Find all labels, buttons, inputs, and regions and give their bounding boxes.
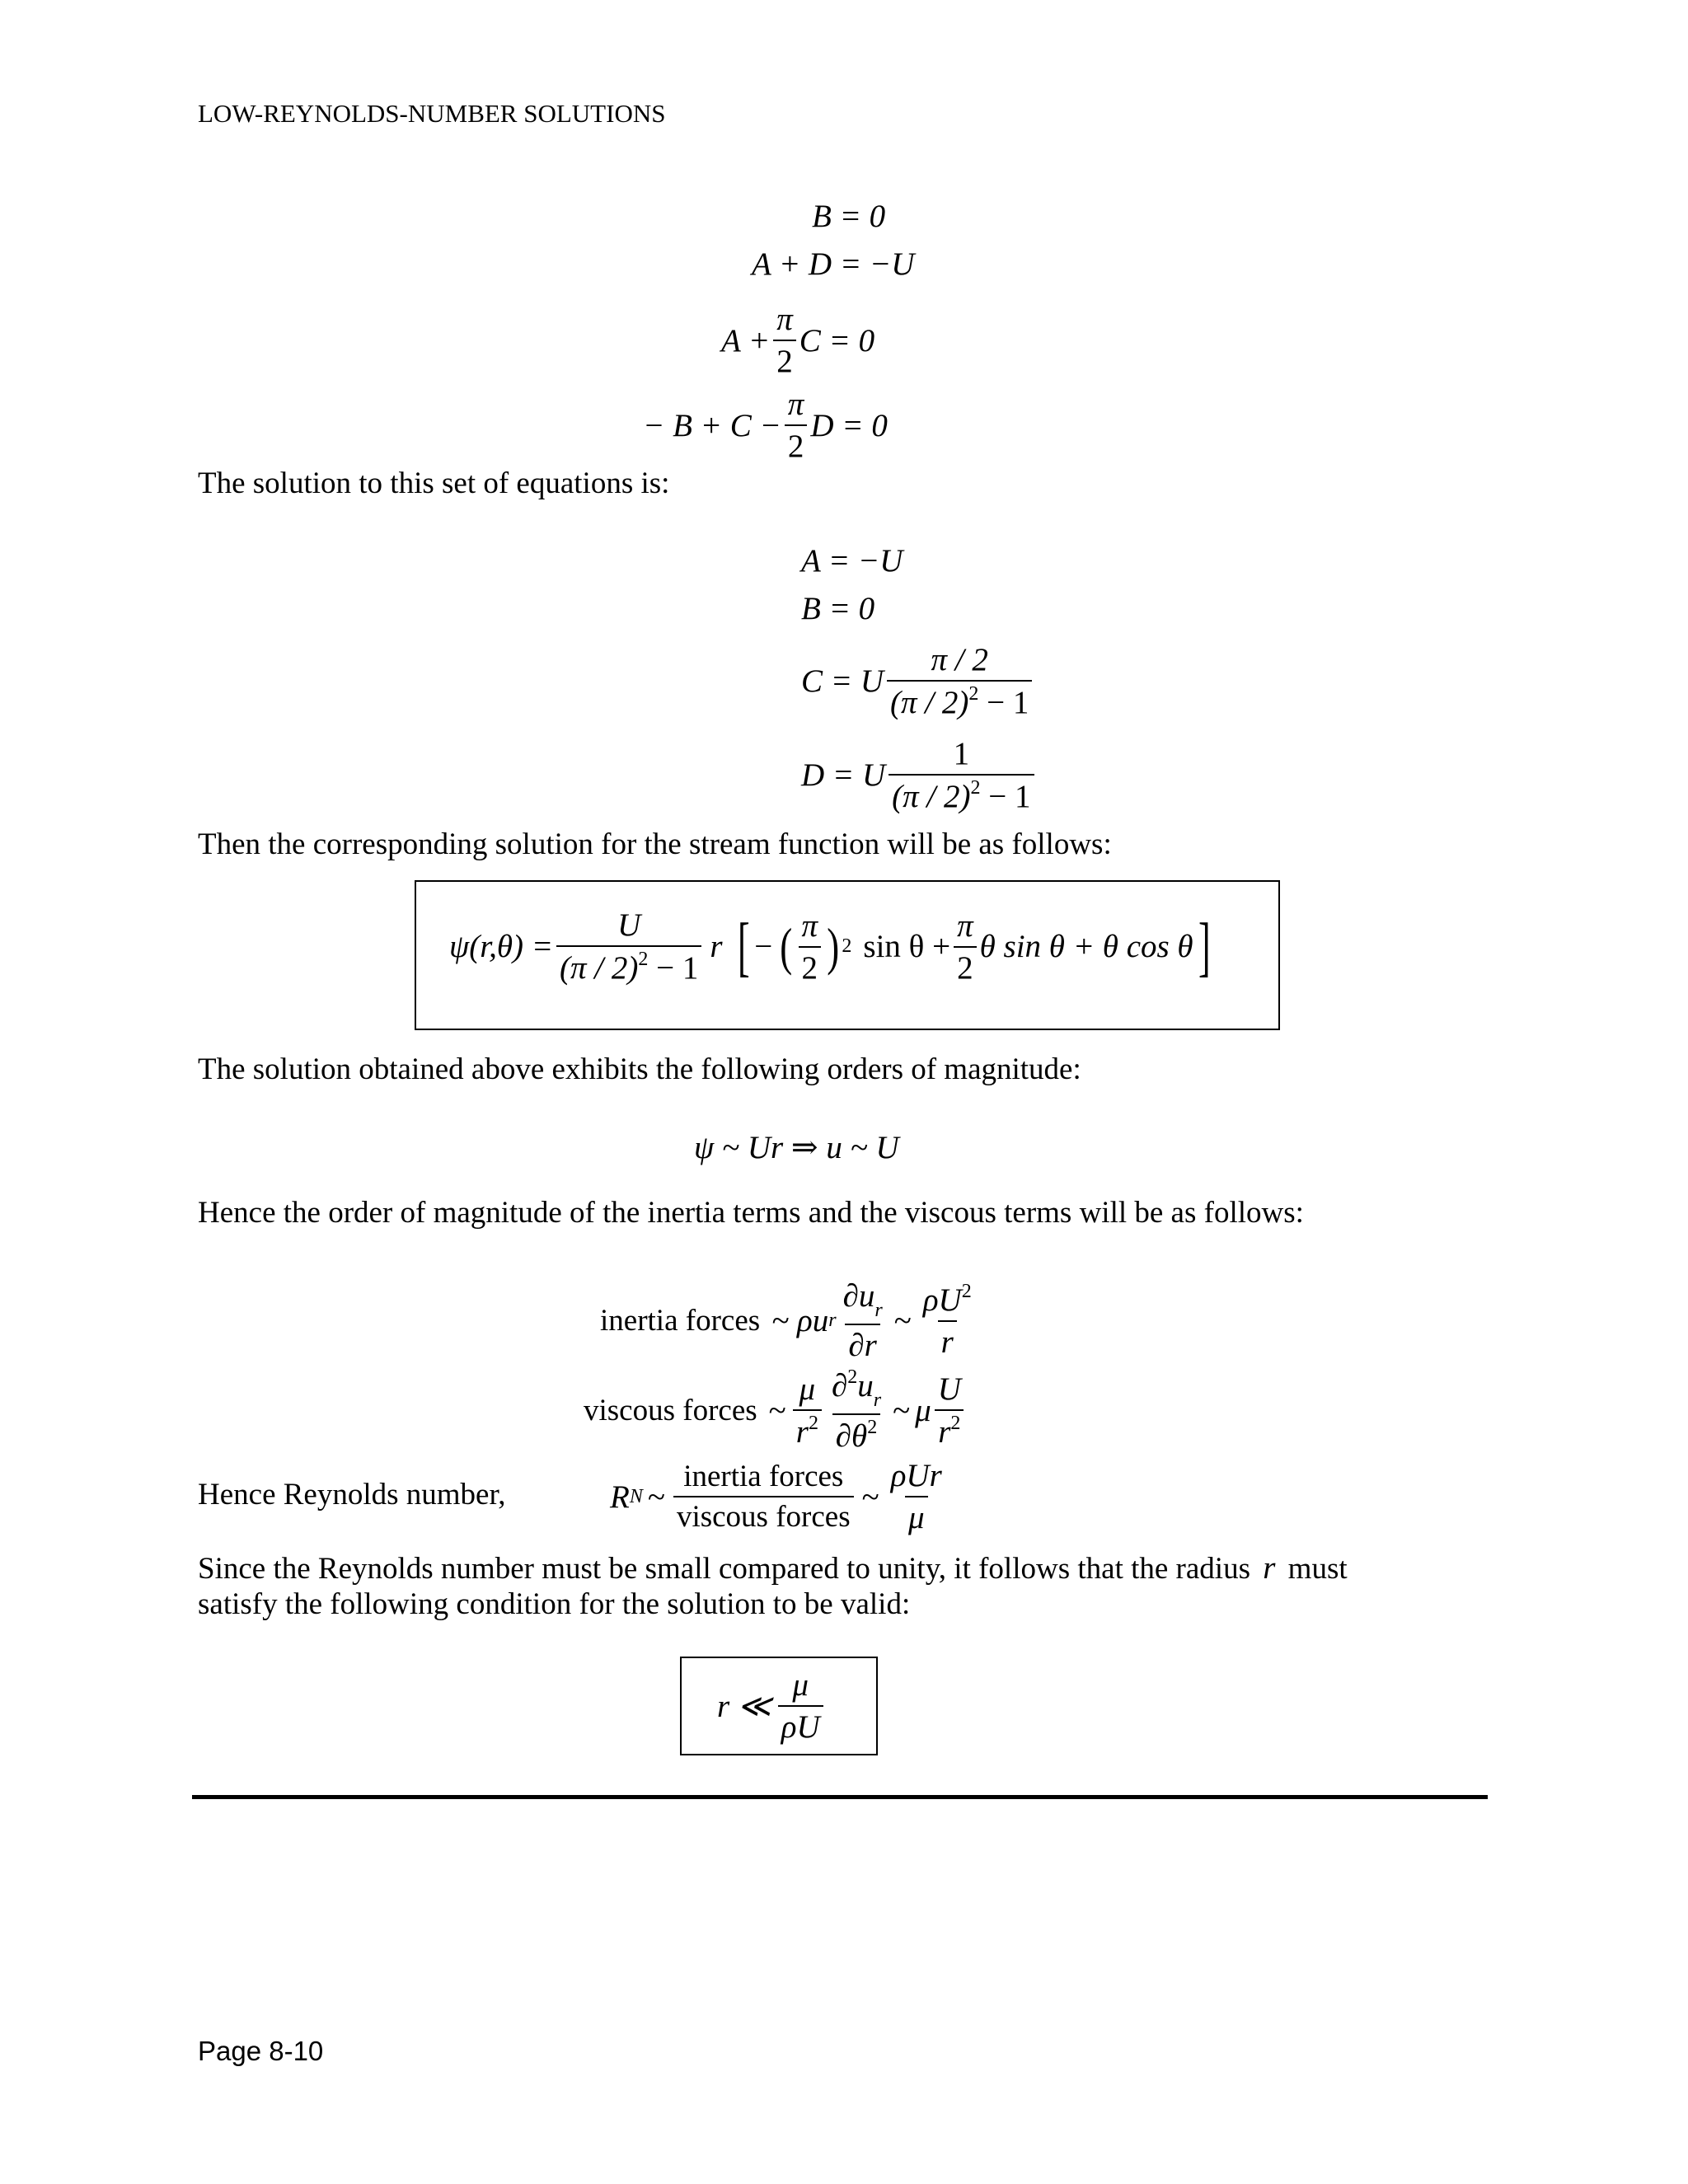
denominator-base: (π / 2) [892,779,971,814]
pi-symbol: π [787,387,804,422]
r: r [938,1414,951,1450]
validity-condition [717,1666,827,1746]
condition-text-a: Since the Reynolds number must be small compared to unity, it follows that the radius [198,1552,1250,1586]
mu-factor: μ [915,1393,931,1428]
reynolds-label: Hence Reynolds number, [198,1478,506,1511]
subscript-r: r [874,1300,883,1321]
subscript-r: r [873,1390,882,1411]
equation-a-plus-d: A + D = −U [752,246,915,282]
u-over-r2-fraction [935,1371,964,1451]
r-denominator: r [938,1320,957,1361]
denominator-minus-one: − 1 [656,950,699,986]
denominator-exponent: 2 [970,777,981,799]
horizontal-rule [192,1795,1488,1799]
denominator-two: 2 [785,424,808,465]
cond-numerator: μ [792,1667,809,1703]
rho-ur-over-mu-fraction [888,1457,945,1536]
condition-text-b: must [1287,1552,1348,1586]
tilde: ~ [893,1393,911,1428]
paragraph-stream-function-intro: Then the corresponding solution for the stream function will be as follows: [198,827,1112,861]
du-numerator [840,1277,886,1324]
solution-c [801,641,1035,721]
du-dr-fraction [840,1277,886,1364]
paragraph-solution-intro: The solution to this set of equations is: [198,466,670,500]
exponent-two: 2 [808,1413,818,1434]
pi-symbol: π [776,302,793,337]
partial-u: ∂u [842,1278,875,1314]
rho-u2-numerator [920,1281,975,1320]
pi-symbol: π [957,907,973,944]
d2u-numerator [828,1366,884,1413]
order-of-magnitude-relation: ψ ~ Ur ⇒ u ~ U [694,1130,899,1165]
psi-lhs: ψ(r,θ) = [449,929,554,964]
partial-theta: ∂θ [835,1418,868,1454]
squared-exponent: 2 [842,935,852,957]
sol-c-numerator: π / 2 [931,642,988,677]
cond-denominator: ρU [778,1705,823,1746]
tilde: ~ [647,1479,665,1515]
exponent-two: 2 [867,1417,878,1438]
sol-c-lhs: C = U [801,663,884,699]
left-bracket: [ [737,910,750,983]
left-paren: ( [780,916,793,976]
reynolds-symbol: R [610,1479,630,1515]
reynolds-subscript: N [629,1485,643,1507]
paragraph-inertia-viscous-intro: Hence the order of magnitude of the inertia terms and the viscous terms will be as follows: [198,1196,1304,1230]
tilde: ~ [768,1393,786,1428]
rho-ur-numerator: ρUr [890,1458,942,1493]
right-paren: ) [827,916,840,976]
psi-numerator: U [617,907,641,943]
reynolds-number-equation [610,1457,949,1536]
condition-var-r: r [1263,1550,1276,1586]
pi-over-2-fraction [773,301,796,380]
eq3-rhs: C = 0 [799,322,875,359]
page-number: Page 8-10 [198,2036,324,2066]
right-bracket: ] [1198,910,1211,983]
sol-c-fraction [887,641,1032,721]
r: r [795,1414,809,1450]
eq4-rhs: D = 0 [810,407,888,443]
solution-b: B = 0 [801,591,875,626]
viscous-forces-equation [584,1366,968,1455]
psi-r: r [710,929,723,964]
condition-lhs: r ≪ [717,1688,771,1724]
mu-numerator: μ [799,1371,816,1407]
ratio-numerator: inertia forces [683,1460,844,1493]
denominator-two: 2 [773,340,796,380]
equation-a-plus-pi-c [721,301,874,380]
force-ratio-fraction [673,1459,854,1535]
mu-over-r2-fraction [793,1371,822,1451]
pi-over-2-fraction [785,386,808,465]
psi-fraction [556,907,701,987]
paragraph-orders-intro: The solution obtained above exhibits the following orders of magnitude: [198,1052,1081,1086]
rho-u2-over-r-fraction [920,1281,975,1361]
denominator-two: 2 [799,946,822,987]
r2-denominator [793,1409,822,1451]
denominator-exponent: 2 [968,683,979,705]
inertia-forces-equation [600,1277,978,1364]
d2u-dtheta2-fraction [828,1366,884,1455]
r2-denominator [935,1409,964,1451]
stream-function-equation [449,907,1215,987]
eq4-lhs: − B + C − [643,407,781,443]
ratio-denominator: viscous forces [673,1496,854,1535]
denominator-two: 2 [954,946,977,987]
solution-a: A = −U [801,543,903,579]
psi-denominator [556,945,701,987]
denominator-exponent: 2 [638,949,649,970]
denominator-base: (π / 2) [560,950,639,986]
dtheta2-denominator [832,1413,880,1455]
dr-denominator: ∂r [845,1324,879,1364]
paragraph-condition-line1 [198,1549,1348,1586]
inertia-label: inertia forces [600,1304,761,1338]
equation-minus-b-c-d [643,386,888,465]
exponent-two: 2 [961,1281,972,1302]
u-numerator: U [937,1371,961,1407]
paragraph-condition-line2: satisfy the following condition for the solution to be valid: [198,1587,911,1621]
denominator-minus-one: − 1 [987,685,1029,720]
viscous-label: viscous forces [584,1394,757,1427]
tilde: ~ [861,1479,879,1515]
exponent-two: 2 [847,1366,858,1388]
equation-b-zero: B = 0 [812,199,886,234]
sol-d-lhs: D = U [801,757,886,793]
inertia-tilde-rho-u: ~ ρu [771,1303,829,1338]
psi-rest: θ sin θ + θ cos θ [979,929,1193,964]
exponent-two: 2 [950,1413,961,1434]
rho-u: ρU [922,1282,962,1318]
sol-d-denominator [889,774,1034,815]
eq3-lhs: A + [721,322,771,359]
tilde: ~ [893,1303,912,1338]
psi-minus: − [754,929,773,964]
denominator-base: (π / 2) [890,685,969,720]
pi-symbol: π [801,907,818,944]
partial: ∂ [831,1368,848,1404]
sol-d-numerator: 1 [953,736,970,771]
u: u [857,1368,874,1404]
sol-c-denominator [887,680,1032,721]
running-header: LOW-REYNOLDS-NUMBER SOLUTIONS [198,99,666,128]
mu-denominator: μ [905,1496,928,1536]
pi-over-2-fraction [799,907,822,987]
solution-d [801,735,1038,815]
denominator-minus-one: − 1 [988,779,1031,814]
sol-d-fraction [889,735,1034,815]
pi-over-2-fraction [954,907,977,987]
subscript-r: r [828,1310,837,1331]
mu-over-rho-u-fraction [778,1666,823,1746]
psi-sin-term: sin θ + [863,929,951,964]
